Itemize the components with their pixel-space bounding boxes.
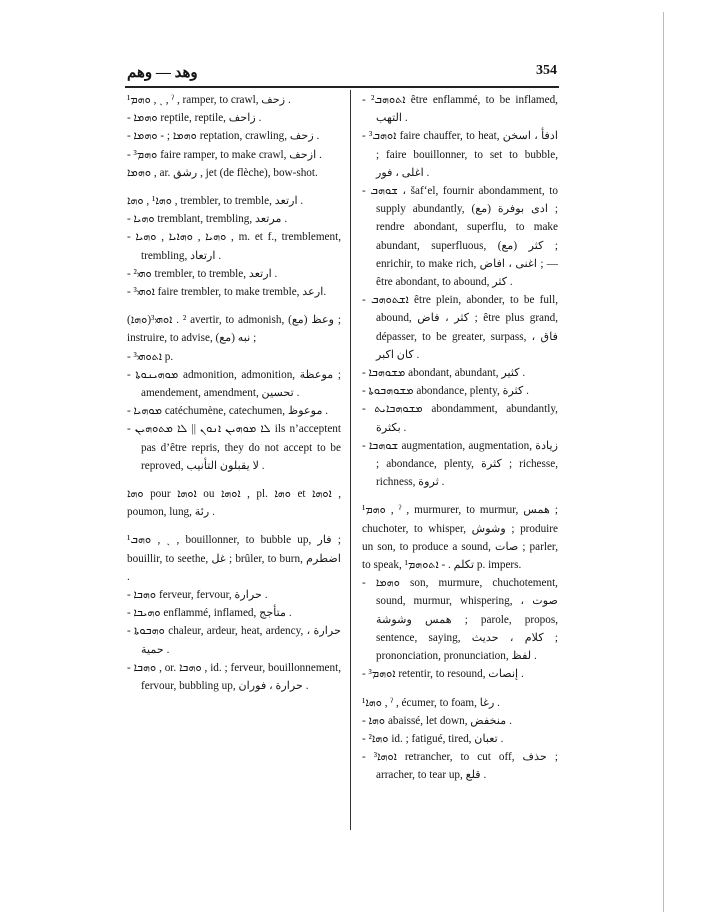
dictionary-entry: - ܘܗܡܐ son, murmure, chuchotement, sound, murmur, whispering, صوت ، همس وشوشة ; parole, propos, sentence, saying, كلام ، حديث ; prononciation, pronunciation, لفظ .: [362, 577, 559, 663]
dictionary-entry: (ܘܗܐ)² . ܐܘܗܝ³ avertir, to admonish, (مع) وعظ ; instruire, to advise, (مع) نبه ;: [127, 314, 342, 345]
dictionary-entry: - ܘܗܝܒܐ enflammé, inflamed, متأجج .: [127, 607, 292, 620]
dictionary-entry: ܘܗܐ pour ܐܘܗܐ ou ܐܘܗܐ , pl. ܘܗܐ et ܐܘܗܐ , poumon, lung, رئة .: [127, 488, 342, 519]
dictionary-entry: - ܘܗܝܐ , ܘܗܐܝܐ , ܘܗܝܐ , m. et f., tremblement, trembling, ارتعاد .: [127, 231, 342, 262]
dictionary-entry: - ܡܘܗܝܢܘܬܐ admonition, admonition, موعظة ; amendement, amendment, تحسين .: [127, 368, 341, 400]
dictionary-entry: - ܘܗܒܐ ferveur, fervour, حرارة .: [127, 589, 268, 602]
header-rule: [125, 86, 559, 88]
dictionary-entry: - ܐܘܗܒ³ faire chauffer, to heat, ادفأ ، اسخن ; faire bouillonner, to set to bubble, اغلى ، فور .: [362, 130, 558, 179]
dictionary-entry: ܘܗܡܐ , ar. رشق , jet (de flèche), bow-shot.: [127, 166, 318, 179]
dictionary-entry: - ܘܗܐ² id. ; fatigué, tired, تعبان .: [362, 732, 504, 745]
dictionary-entry: - ܡܫܘܗܒܘܬܐ abondance, plenty, كثرة .: [362, 385, 529, 398]
dictionary-entry: - ܐܘܗܡ³ retentir, to resound, إنصات .: [362, 668, 524, 681]
running-head: وهد — وهم: [127, 65, 198, 81]
dictionary-entry: ܘܗܐ¹ , ܘܗܐ , trembler, to tremble, ارتعد .: [127, 195, 304, 208]
dictionary-entry: - ܘܗܡܐ ; - ܘܗܡܐ reptation, crawling, زحف .: [127, 130, 320, 143]
dictionary-entry: ܘܗܒ¹ , ˏ , bouillonner, to bubble up, فار ; bouillir, to seethe, غل ; brûler, to burn, اضطرم .: [127, 534, 341, 583]
dictionary-entry: - ܘܗܡ³ faire ramper, to make crawl, ازحف .: [127, 148, 322, 161]
dictionary-entry: - ܘܗܒܐ , or. ܘܗܒܐ , id. ; ferveur, bouillonnement, fervour, bubbling up, حرارة ، فوران .: [127, 661, 341, 693]
dictionary-entry: - ܘܗܝܐ tremblant, trembling, مرتعد .: [127, 213, 288, 226]
dictionary-entry: - ܡܘܗܝܐ catéchumène, catechumen, موعوظ .: [127, 405, 329, 418]
dictionary-entry: - ܡܫܘܗܒܐܝܬ abondamment, abundantly, بكثرة .: [362, 403, 558, 434]
page-edge-line: [663, 12, 664, 912]
left-column: [127, 91, 341, 695]
dictionary-entry: - ܠܐ ܡܘܗܝܢ ܐܢܘܢ || ܠܐ ܡܬܘܗܝܢ ils n’acceptent pas d’être repris, they do not accept to be reproved, لا يقبلون التأنيب .: [127, 423, 341, 472]
dictionary-entry: - ܘܗܝ² trembler, to tremble, ارتعد .: [127, 267, 278, 280]
dictionary-entry: ܘܗܐ¹ , ˀ , écumer, to foam, رغا .: [362, 696, 500, 709]
dictionary-entry: - ܐܘܗܝ³ faire trembler, to make tremble, ارعد.: [127, 286, 327, 299]
dictionary-entry: - ܫܘܗܒܐ augmentation, augmentation, زيادة ; abondance, plenty, كثرة ; richesse, richness, ثروة .: [362, 439, 558, 489]
dictionary-entry: - ܐܬܘܗܝ³ p.: [127, 350, 174, 363]
dictionary-entry: - ܐܬܘܗܒ² être enflammé, to be inflamed, التهب .: [362, 94, 558, 125]
dictionary-entry: - ܫܘܗܒ ، šaf‘el, fournir abondamment, to supply abundantly, (مع) ادى بوفرة ; rendre abondant, superflu, to make abundant, superfluous, (مع) كثر ; enrichir, to make rich, اغنى ، افاض ; — être abondant, to abound, كثر .: [362, 185, 559, 289]
right-column: [362, 91, 558, 785]
dictionary-entry: - ܘܗܐ abaissé, let down, منخفض .: [362, 714, 512, 727]
dictionary-entry: ܘܗܡ¹ , ˀ , murmurer, to murmur, همس ; chuchoter, to whisper, وشوش ; produire un son, to produce a sound, صات ; parler, to speak, تكلم . - ܐܬܘܗܡ¹ p. impers.: [362, 504, 559, 572]
dictionary-entry: - ܐܘܗܐ³ retrancher, to cut off, حذف ; arracher, to tear up, قلع .: [362, 751, 558, 782]
dictionary-entry: - ܘܗܡܐ reptile, reptile, زاحف .: [127, 112, 262, 125]
page-header: [127, 63, 557, 85]
dictionary-entry: - ܐܫܬܘܗܒ être plein, abonder, to be full, abound, كثر ، فاض ; être plus grand, dépasser, to be greater, surpass, فاق ، كان اكبر .: [362, 294, 559, 361]
column-divider: [350, 90, 351, 830]
dictionary-entry: ܘܗܡ¹ , ˏ , ˀ , ramper, to crawl, زحف .: [127, 94, 291, 106]
dictionary-entry: - ܡܫܘܗܒܐ abondant, abundant, كثير .: [362, 367, 526, 380]
dictionary-entry: - ܘܗܒܘܬܐ chaleur, ardeur, heat, ardency, حرارة ، حمية .: [127, 625, 341, 656]
page-number: 354: [536, 63, 557, 78]
